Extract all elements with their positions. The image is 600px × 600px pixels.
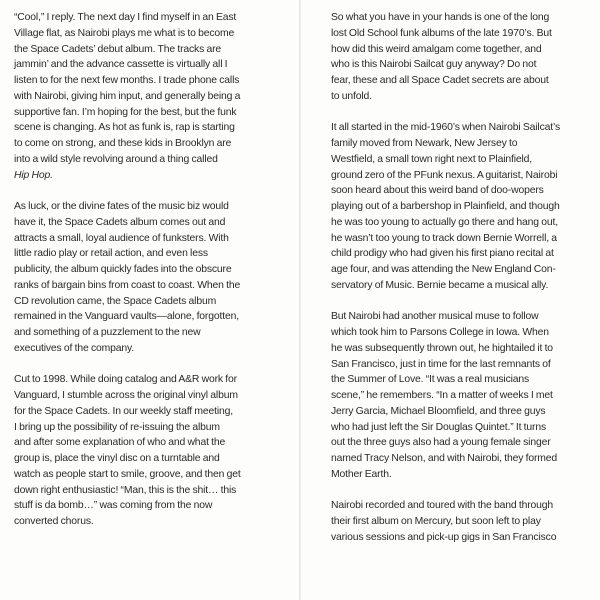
paragraph-right-4: Nairobi recorded and toured with the band through their first album on Mercury, but soon left to play various sessions and pick-up gigs in San Francisco [331, 500, 557, 543]
paragraph-left-2: As luck, or the divine fates of the music biz would have it, the Space Cadets album comes out and attracts a small, loyal audience of funksters. With little radio play or retail action, and even less publicity, the album quickly fades into the obscure ranks of bargain bins from coast to coast. When the CD revolution came, the Space Cadets album remained in the Vanguard vaults—alone, forgotten, and something of a puzzlement to the new executives of the company. [14, 201, 241, 354]
paragraph-right-1: So what you have in your hands is one of the long lost Old School funk albums of the late 1970’s. But how did this weird amalgam come together, and who is this Nairobi Sailcat guy anyway? Do not fear, these and all Space Cadet secrets are about to unfold. [331, 12, 552, 102]
page-fold-divider [299, 0, 301, 600]
paragraph-text: “Cool,” I reply. The next day I find myself in an East Village flat, as Nairobi plays me what is to become the Space Cadets’ debut album. The tracks are jammin’ and the advance cassette is virtually all I listen to for the next few months. I trade phone calls with Nairobi, giving him input, and generally being a supportive fan. I’m hoping for the best, but the funk scene is changing. As hot as funk is, rap is starting to come on strong, and these kids in Brooklyn are into a wild style revolving around a thing called [14, 12, 241, 165]
paragraph-right-2: It all started in the mid-1960’s when Nairobi Sailcat’s family moved from Newark, New Jersey to Westfield, a small town right next to Plainfield, ground zero of the PFunk nexus. A guitarist, Nairobi soon heard about this weird band of doo-wopers playing out of a barbershop in Plainfield, and though he was too young to actually go there and hang out, he wasn’t too young to track down Bernie Worrell, a child prodigy who had given his first piano recital at age four, and was attending the New England Con- servatory of Music. Bernie became a musical ally. [331, 122, 561, 291]
paragraph-left-3: Cut to 1998. While doing catalog and A&R work for Vanguard, I stumble across the original vinyl album for the Space Cadets. In our weekly staff meeting, I bring up the possibility of re-issuing the album and after some explanation of who and what the group is, place the vinyl disc on a turntable and watch as people start to smile, groove, and then get down right enthusiastic! “Man, this is the shit… this stuff is da bomb…” was coming from the now converted chorus. [14, 374, 241, 527]
right-column [331, 10, 593, 561]
paragraph-right-3: But Nairobi had another musical muse to follow which took him to Parsons College in Iowa. When he was subsequently thrown out, he hightailed it to San Francisco, just in time for the last remnants of the Summer of Love. “It was a real musicians scene,” he remembers. “In a matter of weeks I met Jerry Garcia, Michael Bloomfield, and three guys who had just left the Sir Douglas Quintet.” It turns out the three guys also had a young female singer named Tracy Nelson, and with Nairobi, they formed Mother Earth. [331, 311, 558, 480]
left-column [14, 10, 292, 546]
paragraph-left-1 [14, 10, 292, 183]
italic-phrase: Hip Hop. [14, 169, 53, 181]
